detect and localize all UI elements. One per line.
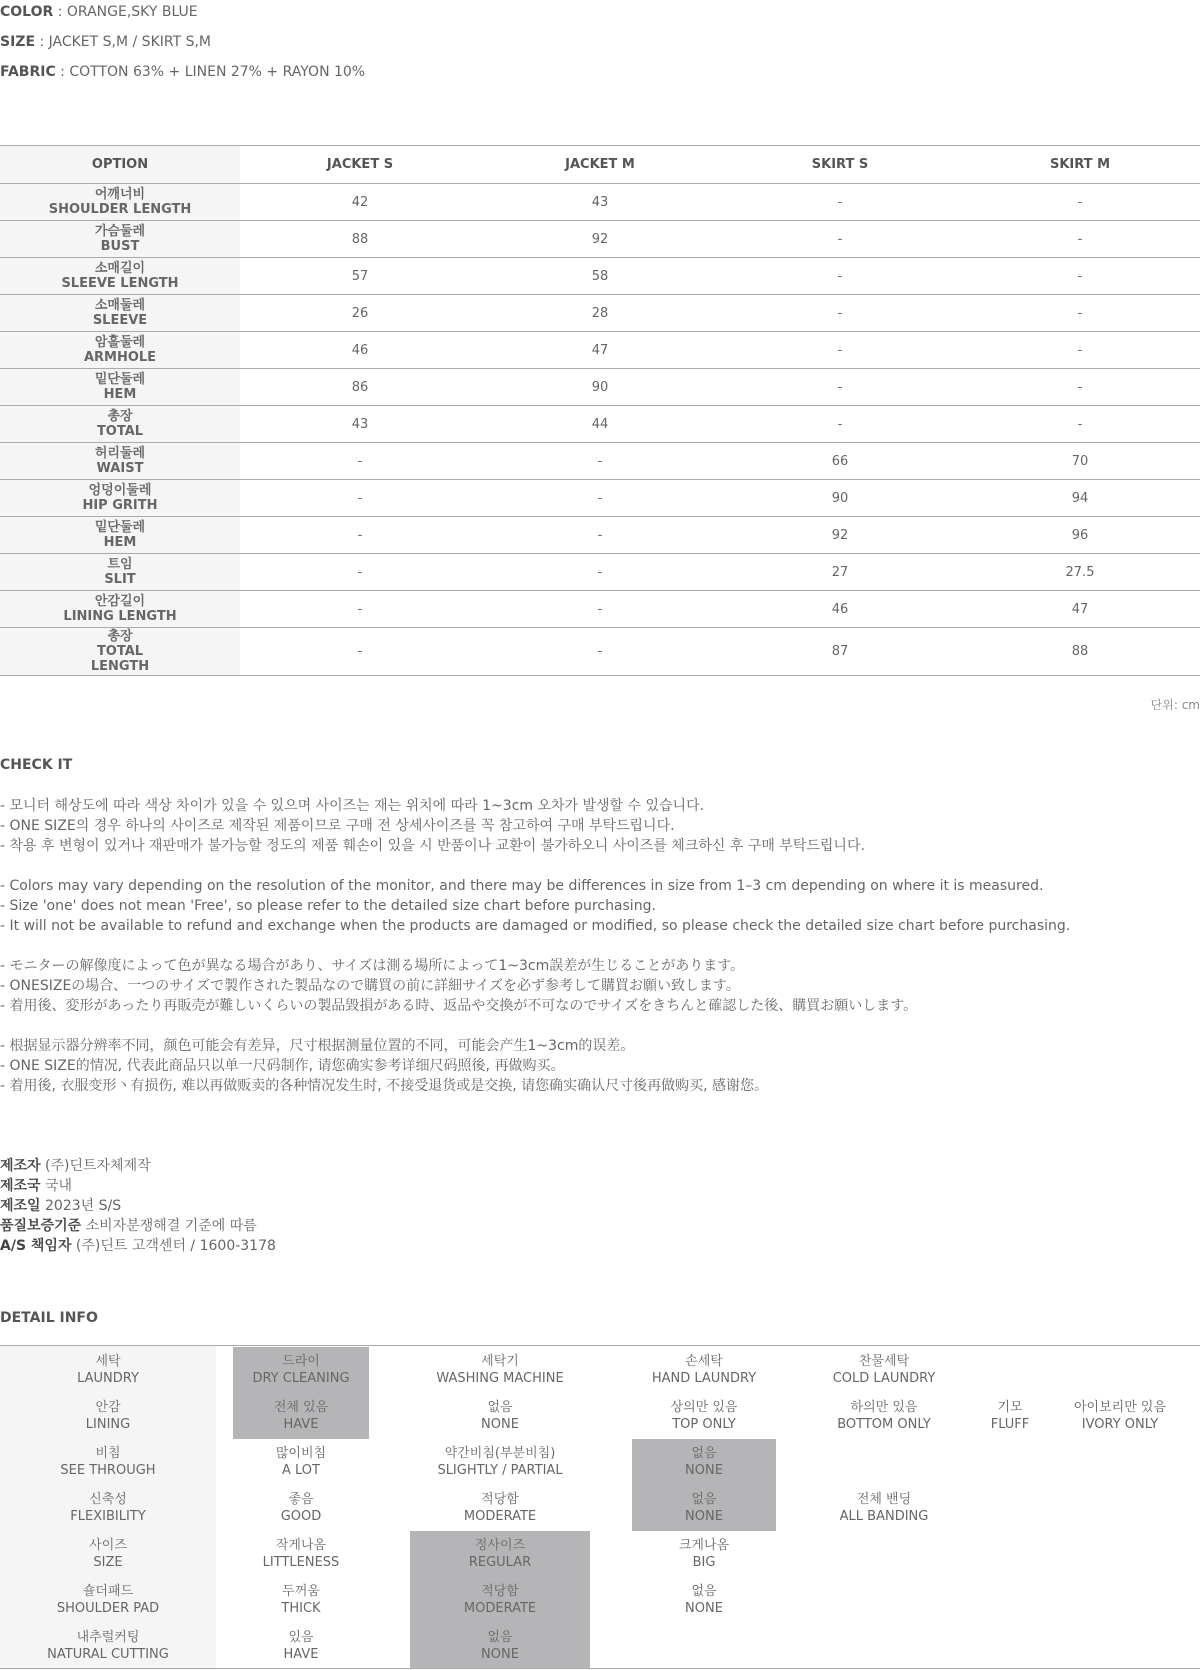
size-value: - [240, 591, 480, 628]
size-value: - [480, 480, 720, 517]
option-label [0, 628, 240, 676]
detail-option [800, 1485, 968, 1531]
detail-option-en: NONE [685, 1601, 723, 1616]
size-table-header [0, 146, 1200, 184]
detail-option-en: A LOT [282, 1463, 320, 1478]
size-value: 92 [480, 221, 720, 258]
size-value: - [480, 443, 720, 480]
detail-row-label [0, 1485, 216, 1531]
detail-option-selected [632, 1439, 776, 1485]
spec-fabric [0, 64, 365, 80]
check-it-title: CHECK IT [0, 757, 73, 773]
detail-option-en: REGULAR [468, 1555, 532, 1570]
option-label-en: HIP GRITH [82, 498, 158, 513]
size-value: - [720, 184, 960, 221]
size-value: - [960, 332, 1200, 369]
detail-option-ko: 드라이 [282, 1354, 320, 1369]
detail-label-en: FLEXIBILITY [70, 1509, 146, 1524]
detail-option [1060, 1393, 1180, 1439]
table-row [0, 591, 1200, 628]
detail-label-en: SEE THROUGH [60, 1463, 156, 1478]
notes-korean [0, 796, 865, 856]
option-label-ko: 총장 [107, 629, 133, 644]
size-value: - [960, 258, 1200, 295]
note-line: - 모니터 해상도에 따라 색상 차이가 있을 수 있으며 사이즈는 재는 위치에 따라 1~3cm 오차가 발생할 수 있습니다. [0, 798, 705, 814]
size-value: 87 [720, 628, 960, 676]
notes-english [0, 876, 1070, 936]
option-label-en: BUST [100, 239, 140, 254]
size-value: 90 [480, 369, 720, 406]
option-label [0, 184, 240, 221]
header-skirt-s: SKIRT S [720, 146, 960, 184]
size-value: - [480, 591, 720, 628]
detail-option [632, 1531, 776, 1577]
detail-row [0, 1531, 1200, 1577]
notes-japanese [0, 956, 917, 1016]
detail-option-en: IVORY ONLY [1081, 1417, 1159, 1432]
notes-chinese [0, 1036, 768, 1096]
note-line: - It will not be available to refund and exchange when the products are damaged or modified, so please check the detailed size chart before purchasing. [0, 918, 1071, 934]
detail-option-en: THICK [281, 1601, 321, 1616]
size-value: - [720, 258, 960, 295]
spec-key: FABRIC [0, 64, 56, 80]
size-value: - [960, 406, 1200, 443]
option-label-en: SLEEVE LENGTH [61, 276, 179, 291]
size-value: - [720, 295, 960, 332]
detail-option-en: MODERATE [463, 1509, 537, 1524]
spec-color [0, 4, 198, 20]
note-line: - 착용 후 변형이 있거나 재판매가 불가능할 정도의 제품 훼손이 있을 시 반품이나 교환이 불가하오니 사이즈를 체크하신 후 구매 부탁드립니다. [0, 838, 865, 854]
detail-row [0, 1623, 1200, 1669]
detail-option-en: SLIGHTLY / PARTIAL [437, 1463, 563, 1478]
detail-row [0, 1439, 1200, 1485]
detail-option [233, 1623, 369, 1669]
note-line: - 着用後、変形があったり再販売が難しいくらいの製品毀損がある時、返品や交換が不可なのでサイズをきちんと確認した後、購買お願いします。 [0, 998, 918, 1014]
option-label-ko: 안감길이 [94, 594, 146, 609]
option-label [0, 591, 240, 628]
table-row [0, 628, 1200, 676]
option-label-ko: 소매길이 [94, 261, 146, 276]
detail-label-ko: 세탁 [95, 1354, 121, 1369]
option-label-ko: 트임 [107, 557, 133, 572]
table-row [0, 184, 1200, 221]
maker-value: 소비자분쟁해결 기준에 따름 [81, 1218, 257, 1234]
header-jacket-s: JACKET S [240, 146, 480, 184]
table-row [0, 554, 1200, 591]
detail-option-en: DRY CLEANING [252, 1371, 350, 1386]
detail-option-en: BIG [692, 1555, 716, 1570]
size-value: 27 [720, 554, 960, 591]
maker-line [0, 1216, 276, 1236]
size-value: - [720, 332, 960, 369]
table-row [0, 258, 1200, 295]
detail-option-ko: 없음 [691, 1584, 717, 1599]
maker-value: 국내 [40, 1178, 73, 1194]
option-label-en: TOTAL [96, 424, 144, 439]
detail-label-en: NATURAL CUTTING [47, 1647, 169, 1662]
size-value: - [240, 517, 480, 554]
detail-option-en: NONE [481, 1647, 519, 1662]
header-skirt-m: SKIRT M [960, 146, 1200, 184]
option-label-ko: 밑단둘레 [94, 372, 146, 387]
option-label-en: HEM [103, 387, 137, 402]
size-value: 27.5 [960, 554, 1200, 591]
detail-label-ko: 숄더패드 [82, 1584, 134, 1599]
detail-option [980, 1393, 1040, 1439]
detail-option-en: HAVE [283, 1647, 319, 1662]
option-label-en: LINING LENGTH [63, 609, 177, 624]
detail-option-en: TOP ONLY [672, 1417, 736, 1432]
option-label-en: SLEEVE [92, 313, 148, 328]
detail-option [632, 1347, 776, 1393]
detail-option [410, 1485, 590, 1531]
detail-info-title: DETAIL INFO [0, 1310, 98, 1326]
option-label-ko: 소매둘레 [94, 298, 146, 313]
note-line: - ONE SIZE의 경우 하나의 사이즈로 제작된 제품이므로 구매 전 상세사이즈를 꼭 참고하여 구매 부탁드립니다. [0, 818, 675, 834]
option-label [0, 443, 240, 480]
detail-option-selected [410, 1577, 590, 1623]
option-label-ko: 가슴둘레 [94, 224, 146, 239]
detail-option [800, 1393, 968, 1439]
maker-key: 품질보증기준 [0, 1218, 82, 1234]
note-line: - Colors may vary depending on the resolution of the monitor, and there may be differences in size from 1–3 cm depending on where it is measured. [0, 878, 1044, 894]
detail-option-ko: 상의만 있음 [670, 1400, 738, 1415]
detail-option [632, 1577, 776, 1623]
detail-option-en: COLD LAUNDRY [832, 1371, 936, 1386]
detail-label-ko: 사이즈 [89, 1538, 127, 1553]
table-row [0, 369, 1200, 406]
table-row [0, 295, 1200, 332]
table-row [0, 443, 1200, 480]
detail-option-en: ALL BANDING [839, 1509, 929, 1524]
detail-option-ko: 전체 밴딩 [856, 1492, 912, 1507]
option-label-en: TOTAL LENGTH [90, 644, 150, 674]
detail-row-label [0, 1531, 216, 1577]
detail-option-en: BOTTOM ONLY [837, 1417, 931, 1432]
note-line: - モニターの解像度によって色が異なる場合があり、サイズは測る場所によって1~3cm誤差が生じることがあります。 [0, 958, 745, 974]
size-value: 86 [240, 369, 480, 406]
size-value: - [480, 517, 720, 554]
detail-option [233, 1439, 369, 1485]
option-label-ko: 암홀둘레 [94, 335, 146, 350]
detail-option [632, 1393, 776, 1439]
size-value: 70 [960, 443, 1200, 480]
detail-row [0, 1577, 1200, 1623]
size-value: 42 [240, 184, 480, 221]
detail-option-ko: 작게나옴 [275, 1538, 327, 1553]
size-value: - [960, 221, 1200, 258]
detail-row-label [0, 1577, 216, 1623]
detail-option-ko: 없음 [487, 1400, 513, 1415]
detail-option-en: NONE [685, 1509, 723, 1524]
detail-option-ko: 있음 [288, 1630, 314, 1645]
detail-option [233, 1485, 369, 1531]
detail-option [233, 1577, 369, 1623]
size-value: - [240, 554, 480, 591]
detail-option [410, 1347, 590, 1393]
detail-row-label [0, 1623, 216, 1669]
size-value: - [240, 443, 480, 480]
spec-value: : COTTON 63% + LINEN 27% + RAYON 10% [55, 64, 366, 80]
detail-option-selected [233, 1347, 369, 1393]
maker-line [0, 1236, 276, 1256]
detail-option [233, 1531, 369, 1577]
size-value: - [720, 406, 960, 443]
size-value: - [480, 554, 720, 591]
size-table [0, 145, 1200, 676]
header-jacket-m: JACKET M [480, 146, 720, 184]
detail-info-grid [0, 1345, 1200, 1670]
option-label [0, 406, 240, 443]
size-value: - [480, 628, 720, 676]
detail-label-en: SIZE [93, 1555, 123, 1570]
table-row [0, 480, 1200, 517]
size-value: - [240, 628, 480, 676]
maker-key: 제조국 [0, 1178, 41, 1194]
maker-key: 제조일 [0, 1198, 41, 1214]
option-label-en: ARMHOLE [83, 350, 157, 365]
option-label-ko: 어깨너비 [94, 187, 146, 202]
spec-key: COLOR [0, 4, 54, 20]
spec-size [0, 34, 211, 50]
detail-option-en: WASHING MACHINE [436, 1371, 564, 1386]
size-value: 47 [480, 332, 720, 369]
detail-option-ko: 세탁기 [481, 1354, 519, 1369]
detail-row-label [0, 1439, 216, 1485]
detail-option-ko: 없음 [487, 1630, 513, 1645]
spec-value: : ORANGE,SKY BLUE [53, 4, 198, 20]
size-value: 90 [720, 480, 960, 517]
size-value: 57 [240, 258, 480, 295]
option-label-ko: 허리둘레 [94, 446, 146, 461]
detail-row-label [0, 1347, 216, 1393]
detail-option-en: NONE [685, 1463, 723, 1478]
table-row [0, 406, 1200, 443]
detail-row [0, 1347, 1200, 1393]
option-label-ko: 엉덩이둘레 [88, 483, 152, 498]
option-label [0, 332, 240, 369]
detail-option-ko: 좋음 [288, 1492, 314, 1507]
detail-label-en: LINING [85, 1417, 131, 1432]
maker-key: 제조자 [0, 1158, 41, 1174]
detail-option-ko: 정사이즈 [474, 1538, 526, 1553]
detail-option-ko: 크게나옴 [678, 1538, 730, 1553]
detail-option-ko: 하의만 있음 [850, 1400, 918, 1415]
detail-option-en: LITTLENESS [262, 1555, 340, 1570]
detail-option-selected [410, 1531, 590, 1577]
table-row [0, 221, 1200, 258]
detail-option [410, 1439, 590, 1485]
maker-info [0, 1156, 276, 1256]
size-value: 43 [480, 184, 720, 221]
option-label [0, 258, 240, 295]
detail-option-ko: 없음 [691, 1446, 717, 1461]
size-value: - [720, 369, 960, 406]
detail-option-ko: 아이보리만 있음 [1073, 1400, 1167, 1415]
detail-label-en: LAUNDRY [77, 1371, 139, 1386]
option-label-en: SHOULDER LENGTH [48, 202, 192, 217]
detail-label-ko: 비침 [95, 1446, 121, 1461]
maker-value: (주)딘트자체제작 [40, 1158, 151, 1174]
size-value: 26 [240, 295, 480, 332]
note-line: - 着用後, 衣服变形丶有损伤, 难以再做贩卖的各种情况发生时, 不接受退货或是交换, 请您确实确认尺寸後再做购买, 感谢您。 [0, 1078, 769, 1094]
detail-option-en: MODERATE [463, 1601, 537, 1616]
size-value: 46 [720, 591, 960, 628]
detail-option-selected [233, 1393, 369, 1439]
size-value: 28 [480, 295, 720, 332]
option-label-en: WAIST [96, 461, 144, 476]
detail-option [410, 1393, 590, 1439]
detail-option-ko: 적당함 [481, 1584, 519, 1599]
detail-option-ko: 적당함 [481, 1492, 519, 1507]
detail-option-selected [410, 1623, 590, 1669]
maker-value: (주)딘트 고객센터 / 1600-3178 [71, 1238, 276, 1254]
detail-option [800, 1347, 968, 1393]
note-line: - ONE SIZE的情况, 代表此商品只以单一尺码制作, 请您确实参考详细尺码照後, 再做购买。 [0, 1058, 565, 1074]
detail-option-en: NONE [481, 1417, 519, 1432]
size-value: 43 [240, 406, 480, 443]
option-label [0, 480, 240, 517]
note-line: - Size 'one' does not mean 'Free', so please refer to the detailed size chart before purchasing. [0, 898, 656, 914]
size-value: 88 [960, 628, 1200, 676]
size-value: - [240, 480, 480, 517]
detail-option-ko: 약간비침(부분비침) [444, 1446, 556, 1461]
option-label [0, 517, 240, 554]
maker-value: 2023년 S/S [40, 1198, 122, 1214]
option-label [0, 221, 240, 258]
size-value: 66 [720, 443, 960, 480]
detail-option-ko: 없음 [691, 1492, 717, 1507]
size-value: 92 [720, 517, 960, 554]
table-row [0, 332, 1200, 369]
detail-row [0, 1485, 1200, 1531]
detail-option-ko: 많이비침 [275, 1446, 327, 1461]
detail-label-ko: 신축성 [89, 1492, 127, 1507]
option-label [0, 554, 240, 591]
detail-row-label [0, 1393, 216, 1439]
detail-option-ko: 전체 있음 [273, 1400, 329, 1415]
header-option: OPTION [0, 146, 240, 184]
detail-label-en: SHOULDER PAD [56, 1601, 160, 1616]
detail-option-en: HAND LAUNDRY [651, 1371, 757, 1386]
option-label [0, 369, 240, 406]
detail-option-ko: 손세탁 [685, 1354, 723, 1369]
option-label-en: SLIT [104, 572, 136, 587]
detail-option-en: FLUFF [990, 1417, 1030, 1432]
note-line: - ONESIZEの場合、一つのサイズで製作された製品なので購買の前に詳細サイズを必ず参考して購買お願い致します。 [0, 978, 740, 994]
maker-line [0, 1176, 276, 1196]
detail-row [0, 1393, 1200, 1439]
size-value: 47 [960, 591, 1200, 628]
size-value: 44 [480, 406, 720, 443]
size-value: 46 [240, 332, 480, 369]
maker-key: A/S 책임자 [0, 1238, 72, 1254]
size-value: - [960, 184, 1200, 221]
table-row [0, 517, 1200, 554]
size-value: 88 [240, 221, 480, 258]
option-label [0, 295, 240, 332]
detail-option-selected [632, 1485, 776, 1531]
size-value: - [960, 369, 1200, 406]
size-value: 58 [480, 258, 720, 295]
unit-label: 단위: cm [1150, 698, 1200, 712]
detail-option-ko: 두꺼움 [282, 1584, 320, 1599]
option-label-ko: 총장 [107, 409, 133, 424]
detail-label-ko: 안감 [95, 1400, 121, 1415]
size-value: - [720, 221, 960, 258]
option-label-en: HEM [103, 535, 137, 550]
size-value: 94 [960, 480, 1200, 517]
maker-line [0, 1196, 276, 1216]
spec-key: SIZE [0, 34, 36, 50]
size-value: 96 [960, 517, 1200, 554]
detail-option-en: HAVE [283, 1417, 319, 1432]
detail-option-en: GOOD [280, 1509, 322, 1524]
size-value: - [960, 295, 1200, 332]
detail-label-ko: 내추럴커팅 [76, 1630, 140, 1645]
detail-option-ko: 찬물세탁 [858, 1354, 910, 1369]
option-label-ko: 밑단둘레 [94, 520, 146, 535]
detail-option-ko: 기모 [997, 1400, 1023, 1415]
spec-value: : JACKET S,M / SKIRT S,M [35, 34, 212, 50]
maker-line [0, 1156, 276, 1176]
note-line: - 根据显示器分辨率不同，颜色可能会有差异，尺寸根据测量位置的不同，可能会产生1~3cm的误差。 [0, 1038, 635, 1054]
